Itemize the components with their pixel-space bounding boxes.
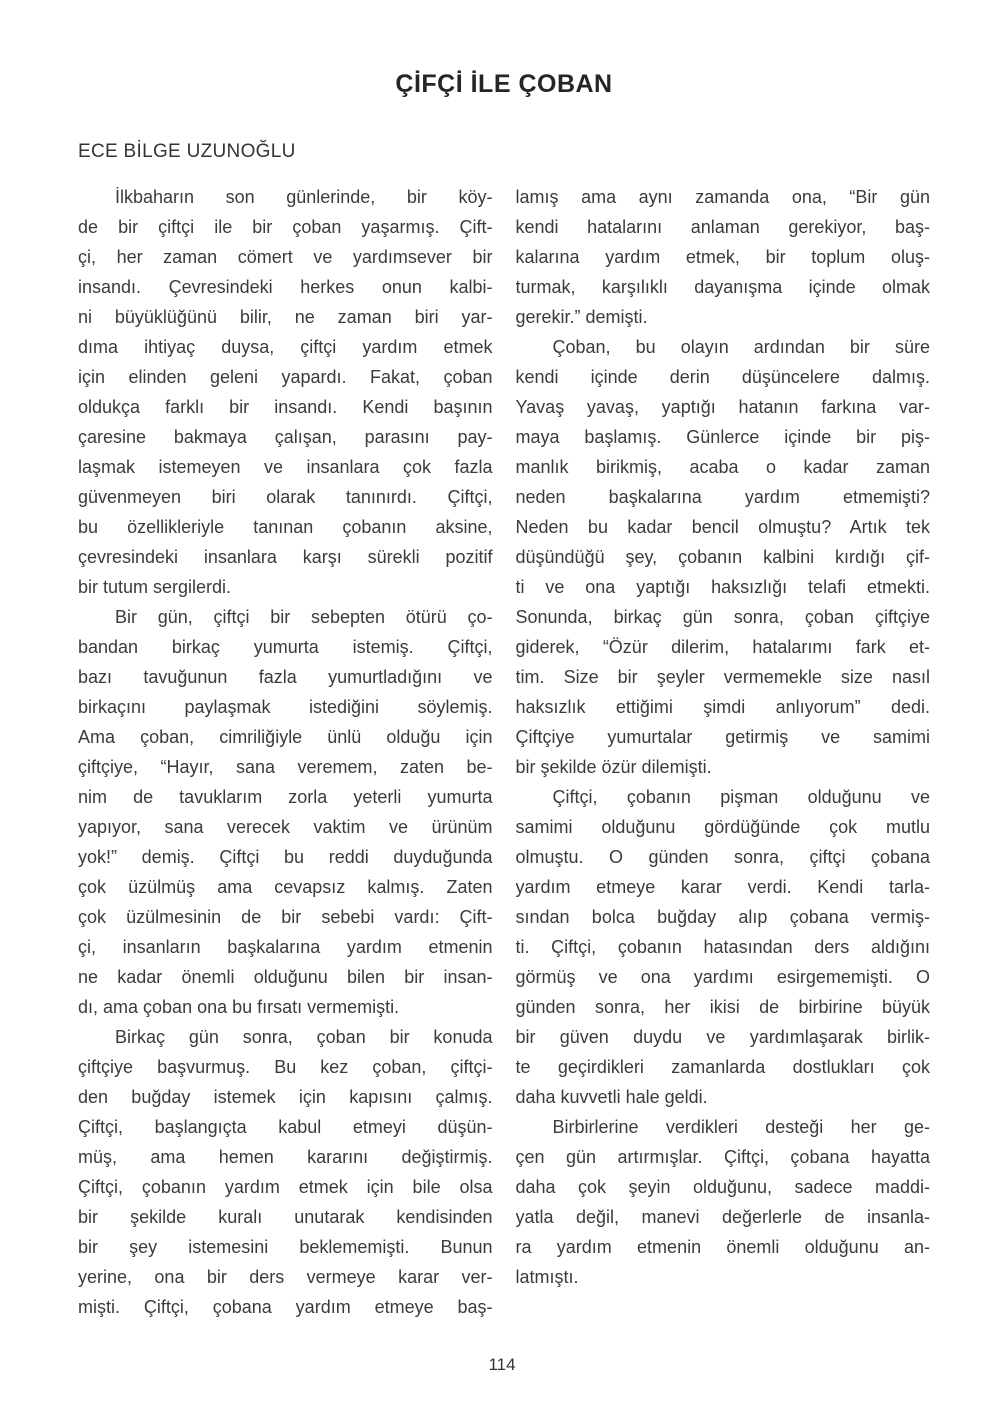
- text-line: manlık birikmiş, acaba o kadar zaman: [515, 457, 930, 477]
- text-line: lamış ama aynı zamanda ona, “Bir gün: [515, 187, 930, 207]
- text-line: Birbirlerine verdikleri desteği her ge-: [552, 1117, 930, 1137]
- text-line: dı, ama çoban ona bu fırsatı vermemişti.: [78, 997, 400, 1017]
- text-line: bir şekilde özür dilemişti.: [515, 757, 712, 777]
- paragraph: [516, 182, 931, 332]
- page-number: 114: [488, 1355, 516, 1374]
- text-line: kendi hatalarını anlaman gerekiyor, baş-: [515, 217, 930, 237]
- text-line: yapıyor, sana verecek vaktim ve ürünüm: [78, 817, 493, 837]
- text-line: çi, her zaman cömert ve yardımsever bir: [78, 247, 493, 267]
- text-line: kalarına yardım etmek, bir toplum oluş-: [515, 247, 930, 267]
- text-line: Neden bu kadar bencil olmuştu? Artık tek: [515, 517, 930, 537]
- text-line: çi, insanların başkalarına yardım etmenin: [78, 937, 493, 957]
- author-name: ECE BİLGE UZUNOĞLU: [78, 141, 296, 162]
- paragraph: [516, 782, 931, 1112]
- text-line: bu özellikleriyle tanınan çobanın aksine,: [78, 517, 493, 537]
- text-line: de bir çiftçi ile bir çoban yaşarmış. Çift-: [78, 217, 493, 237]
- text-line: samimi olduğunu gördüğünde çok mutlu: [515, 817, 930, 837]
- text-line: düşündüğü şey, çobanın kalbini kırdığı çif-: [515, 547, 930, 567]
- right-column: [516, 182, 931, 1322]
- text-line: tim. Size bir şeyler vermemekle size nasıl: [515, 667, 930, 687]
- text-line: çiftçiye, “Hayır, sana veremem, zaten be-: [78, 757, 493, 777]
- text-line: oldukça farklı bir insandı. Kendi başının: [78, 397, 493, 417]
- text-line: güvenmeyen biri olarak tanınırdı. Çiftçi,: [78, 487, 493, 507]
- text-line: den buğday istemek için kapısını çalmış.: [78, 1087, 493, 1107]
- text-line: yok!” demiş. Çiftçi bu reddi duyduğunda: [78, 847, 493, 867]
- paragraph: [516, 1112, 931, 1292]
- text-line: Çiftçi, çobanın pişman olduğunu ve: [552, 787, 930, 807]
- text-line: bir tutum sergilerdi.: [78, 577, 232, 597]
- text-line: görmüş ve ona yardımı esirgememişti. O: [515, 967, 930, 987]
- text-line: daha kuvvetli hale geldi.: [515, 1087, 708, 1107]
- text-line: İlkbaharın son günlerinde, bir köy-: [115, 187, 493, 207]
- text-line: ni büyüklüğünü bilir, ne zaman biri yar-: [78, 307, 493, 327]
- text-line: sından bolca buğday alıp çobana vermiş-: [515, 907, 930, 927]
- text-line: günden sonra, her ikisi de birbirine büyük: [515, 997, 930, 1017]
- text-line: çiftçiye başvurmuş. Bu kez çoban, çiftçi-: [78, 1057, 493, 1077]
- text-line: haksızlık ettiğimi şimdi anlıyorum” dedi.: [515, 697, 930, 717]
- text-line: bir şekilde kuralı unutarak kendisinden: [78, 1207, 493, 1227]
- text-line: yatla değil, manevi değerlerle de insanla-: [515, 1207, 930, 1227]
- text-line: ne kadar önemli olduğunu bilen bir insan-: [78, 967, 493, 987]
- text-line: turmak, karşılıklı dayanışma içinde olmak: [515, 277, 930, 297]
- text-line: Çiftçi, çobanın yardım etmek için bile olsa: [78, 1177, 493, 1197]
- text-line: yerine, ona bir ders vermeye karar ver-: [78, 1267, 493, 1287]
- text-line: ra yardım etmenin önemli olduğunu an-: [515, 1237, 930, 1257]
- text-line: çen gün artırmışlar. Çiftçi, çobana hayatta: [515, 1147, 930, 1167]
- text-line: laşmak istemeyen ve insanlara çok fazla: [78, 457, 493, 477]
- text-line: bazı tavuğunun fazla yumurtladığını ve: [78, 667, 493, 687]
- text-line: Sonunda, birkaç gün sonra, çoban çiftçiye: [515, 607, 930, 627]
- paragraph: [78, 1022, 493, 1322]
- text-line: gerekir.” demişti.: [515, 307, 648, 327]
- text-line: çevresindeki insanlara karşı sürekli pozitif: [78, 547, 493, 567]
- text-line: müş, ama hemen kararını değiştirmiş.: [78, 1147, 493, 1167]
- text-line: bir şey istemesini beklememişti. Bunun: [78, 1237, 493, 1257]
- text-line: te geçirdikleri zamanlarda dostlukları çok: [515, 1057, 930, 1077]
- text-line: yardım etmeye karar verdi. Kendi tarla-: [515, 877, 930, 897]
- text-line: neden başkalarına yardım etmemişti?: [515, 487, 930, 507]
- text-line: maya başlamış. Günlerce içinde bir piş-: [515, 427, 930, 447]
- text-line: ti ve ona yaptığı haksızlığı telafi etmekti.: [515, 577, 930, 597]
- text-line: Çiftçiye yumurtalar getirmiş ve samimi: [515, 727, 930, 747]
- text-line: Çoban, bu olayın ardından bir süre: [552, 337, 930, 357]
- text-line: giderek, “Özür dilerim, hatalarımı fark et-: [515, 637, 930, 657]
- text-line: Yavaş yavaş, yaptığı hatanın farkına var-: [515, 397, 930, 417]
- text-line: insandı. Çevresindeki herkes onun kalbi-: [78, 277, 493, 297]
- text-line: nim de tavuklarım zorla yeterli yumurta: [78, 787, 493, 807]
- text-line: için elinden geleni yapardı. Fakat, çoban: [78, 367, 493, 387]
- text-line: bandan birkaç yumurta istemiş. Çiftçi,: [78, 637, 493, 657]
- text-line: ti. Çiftçi, çobanın hatasından ders aldığını: [515, 937, 930, 957]
- left-column: [78, 182, 493, 1322]
- text-line: daha çok şeyin olduğunu, sadece maddi-: [515, 1177, 930, 1197]
- page-title: ÇİFÇİ İLE ÇOBAN: [395, 70, 613, 98]
- text-line: Birkaç gün sonra, çoban bir konuda: [115, 1027, 493, 1047]
- text-line: çok üzülmüş ama cevapsız kalmış. Zaten: [78, 877, 493, 897]
- text-line: çaresine bakmaya çalışan, parasını pay-: [78, 427, 493, 447]
- text-line: kendi içinde derin düşüncelere dalmış.: [515, 367, 930, 387]
- text-line: Bir gün, çiftçi bir sebepten ötürü ço-: [115, 607, 493, 627]
- text-line: bir güven duydu ve yardımlaşarak birlik-: [515, 1027, 930, 1047]
- text-line: Ama çoban, cimriliğiyle ünlü olduğu için: [78, 727, 493, 747]
- text-line: latmıştı.: [515, 1267, 579, 1287]
- paragraph: [516, 332, 931, 782]
- text-columns: [78, 182, 930, 1322]
- text-line: olmuştu. O günden sonra, çiftçi çobana: [515, 847, 930, 867]
- text-line: birkaçını paylaşmak istediğini söylemiş.: [78, 697, 493, 717]
- text-line: çok üzülmesinin de bir sebebi vardı: Çift-: [78, 907, 493, 927]
- text-line: dıma ihtiyaç duysa, çiftçi yardım etmek: [78, 337, 493, 357]
- text-line: mişti. Çiftçi, çobana yardım etmeye baş-: [78, 1297, 493, 1317]
- paragraph: [78, 602, 493, 1022]
- paragraph: [78, 182, 493, 602]
- text-line: Çiftçi, başlangıçta kabul etmeyi düşün-: [78, 1117, 493, 1137]
